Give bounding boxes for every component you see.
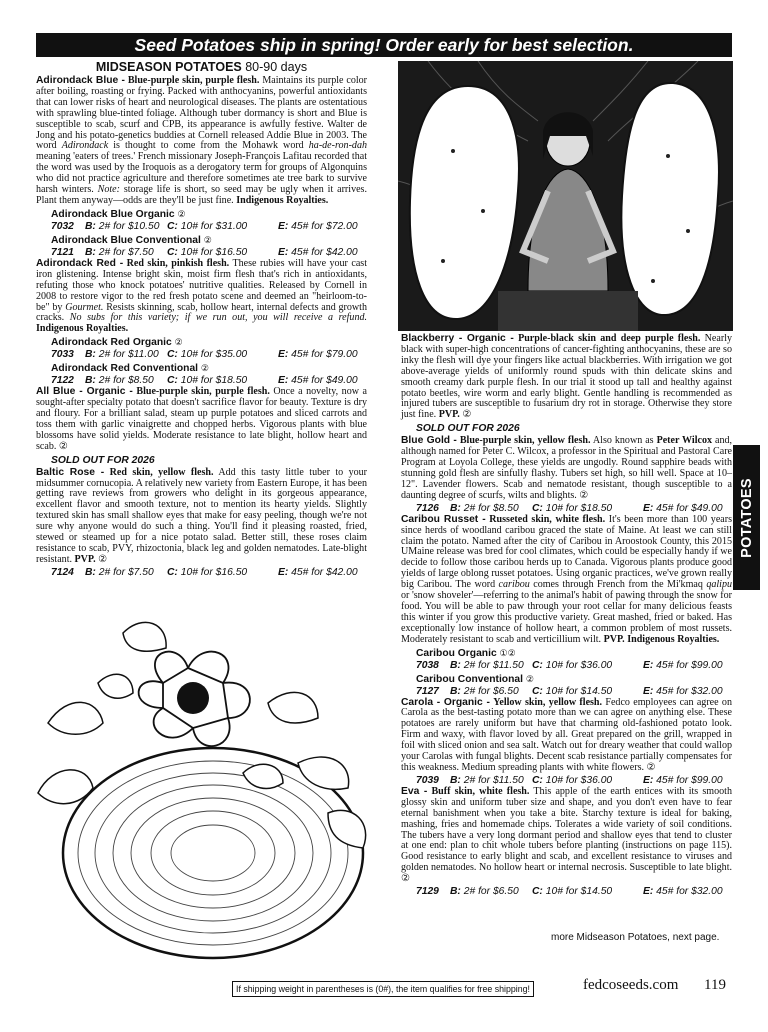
product-entry-adirondack-blue: Adirondack Blue - Blue-purple skin, purple flesh. Maintains its purple color after boiling, roasting or frying. Packed with anthocyanins, powerful antioxidants that can lower risks of heart and neurological diseases. The plants are ostentatious with sprawling blue-tinted foliage. Although tuber dormancy is short and Blue is susceptible to scab, scurf and CPB, its appearance is awfully festive. Walter de Jong and his potato-genetics buddies at Cornell released Addie Blue in 2003. The word Adirondack is thought to come from the Mohawk word ha-de-ron-dah meaning 'eaters of trees.' French missionary Joseph-François Lafitau recorded that the word was used by the Iroquois as a derogatory term for groups of Algonquins who did not practice agriculture and therefore sometimes ate tree bark to survive harsh winters. Note: storage life is short, so seed may be ugly when it arrives. Plant them anyway—odds are they'll be just fine. Indigenous Royalties. [36,75,368,206]
product-entry-carola: Carola - Organic - Yellow skin, yellow flesh. Fedco employees can agree on Carola as the best-tasting potato more than we can agree on anything else. These potatoes are rarely uniform but have that charming old-fashioned potato look. Firm and waxy, with flavor loved by all. Great prepared on the grill, wrapped in foil with sliced onion and sea salt. Watch out for dreary weather that could wallop your Carolas with fungal blights. Decent scab resistance partially compensates for this weakness. Medium spreading plants with white flowers. ② [401,696,732,773]
product-entry-baltic-rose: Baltic Rose - Red skin, yellow flesh. Add this tasty little tuber to your midsummer cornucopia. A relatively new variety from Eastern Europe, it has been getting rave reviews from growers who delight in its gorgeous appearance, excellent flavor and smooth texture, not to mention its hearty yields. Slightly textured skin has small shallow eyes that make for easy peeling, though we're not sure why anyone would do such a thing. You'll find it pleasing roasted, fried, stewed or steamed up for a nice potato salad. Better still, these roses claim resistance to scab, PVY, rhizoctonia, black leg and golden nematodes. Late-blight resistant. PVP. ② [36,466,367,565]
page-number: 119 [704,977,726,993]
price-line: 7127 B: 2# for $6.50 C: 10# for $14.50 E: 45# for $32.00 [416,685,723,697]
order-early-banner: Seed Potatoes ship in spring! Order early for best selection. [36,33,732,57]
variant-caribou-organic: Caribou Organic ①② 7038 B: 2# for $11.50 C: 10# for $36.00 E: 45# for $99.00 [401,647,732,672]
price-line: 7126 B: 2# for $8.50 C: 10# for $18.50 E: 45# for $49.00 [416,502,723,514]
price-line: 7039 B: 2# for $11.50 C: 10# for $36.00 E: 45# for $99.00 [416,774,723,786]
right-column [401,334,732,898]
product-entry-caribou-russet: Caribou Russet - Russeted skin, white flesh. It's been more than 100 years since herds of woodland caribou graced the state of Maine. At least we can still claim the potato. Named after the city of Caribou in Aroostook County, this 2015 UMaine release was bred for cool climates, which could be especially handy if we decide to follow those caribou herds up to Canada. Vigorous plants produce good yields of large oblong russet potatoes. Using organic practices, we've grown really big Caribou. The word caribou comes through French from the Mi'kmaq qalipu or 'snow shoveler'—referring to the animal's habit of pawing through the snow for food. You will be able to paw through your root cellar for many delicious feasts this winter if you grow this productive variety. Great mashed, fried or baked. Has exceptionally low instance of hollow heart, a common problem of most russets. Moderately resistant to scab and verticillium wilt. PVP. Indigenous Royalties. [401,513,733,645]
sold-out-notice: SOLD OUT FOR 2026 [51,454,155,466]
site-url: fedcoseeds.com [583,977,679,993]
price-line: 7032 B: 2# for $10.50 C: 10# for $31.00 E: 45# for $72.00 [51,220,358,232]
price-line: 7121 B: 2# for $7.50 C: 10# for $16.50 E: 45# for $42.00 [51,246,358,258]
potato-woman-illustration [398,61,733,331]
variant-adirondack-blue-organic: Adirondack Blue Organic ② 7032 B: 2# for $10.50 C: 10# for $31.00 E: 45# for $72.00 [36,208,367,233]
variant-adirondack-red-conventional: Adirondack Red Conventional ② 7122 B: 2# for $8.50 C: 10# for $18.50 E: 45# for $49.00 [36,362,367,387]
left-column [36,59,367,579]
product-entry-blackberry: Blackberry - Organic - Purple-black skin and deep purple flesh. Nearly black with super-high concentrations of cancer-fighting anthocyanins, these are so inky the flesh will dye your fingers like actual blackberries. With irrigation we got above-average yields of uniformly round spuds with thin delicate skins and smooth creamy dark purple flesh. In our trial it stood up tall and healthy against potato beetles, wire worm and early blight. Gentle handling is recommended as injured tubers are susceptible to fusarium dry rot in storage. Otherwise they store just fine. PVP. ② [401,333,733,421]
product-entry-adirondack-red: Adirondack Red - Red skin, pinkish flesh. These rubies will have your cast iron glistening. Intense bright skin, moist firm flesh that's rich in antioxidants, refuting those who knock potatoes' nutritive qualities. Released by Cornell in 2008 to restore vigor to the red fresh potato scene and deemed an "heirloom-to-be" by Gourmet. Resists skinning, scab, hollow heart, internal defects and growth cracks. No subs for this variety; if we run out, you will receive a refund. Indigenous Royalties. [36,257,368,335]
sold-out-notice: SOLD OUT FOR 2026 [416,423,520,435]
section-title: MIDSEASON POTATOES 80-90 days [95,60,308,74]
section-side-tab: POTATOES [733,445,760,590]
price-line: 7122 B: 2# for $8.50 C: 10# for $18.50 E: 45# for $49.00 [51,375,358,387]
variant-baltic-rose [36,567,367,579]
potato-rose-illustration [28,613,380,965]
variant-caribou-conventional: Caribou Conventional ② 7127 B: 2# for $6.50 C: 10# for $14.50 E: 45# for $32.00 [401,673,732,698]
product-entry-all-blue: All Blue - Organic - Blue-purple skin, purple flesh. Once a novelty, now a sought-after specialty potato that doesn't sacrifice flavor for beauty. Texture is dry and floury. For a brilliant salad, steam up purple potatoes and sliced carrots and toss them with garlic vinaigrette and chopped herbs. Vigorous plants with blue blossoms have solid yields. Moderate resistance to late blight, hollow heart and scab. ② [36,386,367,452]
price-line: 7033 B: 2# for $11.00 C: 10# for $35.00 E: 45# for $79.00 [51,349,358,361]
variant-eva [401,886,732,898]
continued-note: more Midseason Potatoes, next page. [551,932,720,943]
free-shipping-note: If shipping weight in parentheses is (0#), the item qualifies for free shipping! [232,981,534,997]
product-entry-blue-gold: Blue Gold - Blue-purple skin, yellow flesh. Also known as Peter Wilcox and, although named for Peter C. Wilcox, a professor in the Spiritual and Pastoral Care Program at Loyola College, these yields are ungodly. Round sapphire beads with stunning gold flesh are sinfully flashy. Tubers set high, so hill well. Space at 10–12". Lavender flowers. Scab and nematode resistant, though susceptible to a daunting degree of scurfs, wilts and blights. ② [401,435,733,501]
price-line: 7038 B: 2# for $11.50 C: 10# for $36.00 E: 45# for $99.00 [416,659,723,671]
product-entry-eva: Eva - Buff skin, white flesh. This apple of the earth entices with its smooth glossy skin and uniform tuber size and shape, and you don't even have to fear eternal banishment when you take a bite. Starchy texture is ideal for baking, mashing, fries and homemade chips. Tolerates a wide variety of soil conditions. The tubers have a very long dormant period and shallow eyes that tend to cluster at one end: plan to chit whole tubers before planting (instructions on page 115). Good resistance to early blight and scab, and excellent resistance to viruses and golden nematodes. No hollow heart or internal necrosis. Susceptible to late blight. ② [401,785,732,885]
variant-adirondack-blue-conventional: Adirondack Blue Conventional ② 7121 B: 2# for $7.50 C: 10# for $16.50 E: 45# for $42.00 [36,234,367,259]
price-line: 7124 B: 2# for $7.50 C: 10# for $16.50 E: 45# for $42.00 [51,566,358,578]
variant-adirondack-red-organic: Adirondack Red Organic ② 7033 B: 2# for $11.00 C: 10# for $35.00 E: 45# for $79.00 [36,336,367,361]
price-line: 7129 B: 2# for $6.50 C: 10# for $14.50 E: 45# for $32.00 [416,886,723,898]
